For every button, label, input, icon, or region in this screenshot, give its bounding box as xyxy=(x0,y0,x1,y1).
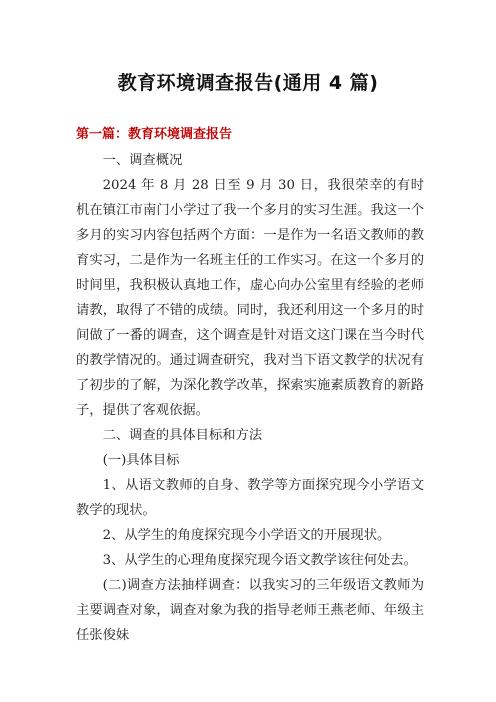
paragraph-survey-overview-heading: 一、调查概况 xyxy=(102,153,183,168)
paragraph-survey-method: (二)调查方法抽样调查：以我实习的三年级语文教师为主要调查对象，调查对象为我的指导老师王燕老师、年级主任张俊妹 xyxy=(76,578,424,643)
paragraph-goal-1: 1、从语文教师的自身、教学等方面探究现今小学语文教学的现状。 xyxy=(76,478,424,518)
paragraph-goals-methods-heading: 二、调查的具体目标和方法 xyxy=(102,428,263,443)
section-heading: 第一篇：教育环境调查报告 xyxy=(76,127,233,142)
paragraph-specific-goals-heading: (一)具体目标 xyxy=(102,453,180,468)
paragraph-survey-overview: 2024 年 8 月 28 日至 9 月 30 日，我很荣幸的有时机在镇江市南门小学过了我一个多月的实习生涯。我这一个多月的实习内容包括两个方面：一是作为一名语文教师的教育实习，二是作为一名班主任的工作实习。在这一个多月的时间里，我积极认真地工作，虚心向办公室里有经验的老师请教，取得了不错的成绩。同时，我还利用这一个多月的时间做了一番的调查，这个调查是针对语文这门课在当今时代的教学情况的。通过调查研究，我对当下语文教学的状况有了初步的了解，为深化教学改革，探索实施素质教育的新路子，提供了客观依据。 xyxy=(76,178,424,418)
paragraph-goal-2: 2、从学生的角度探究现今小学语文的开展现状。 xyxy=(102,528,391,543)
paragraph-goal-3: 3、从学生的心理角度探究现今语文教学该往何处去。 xyxy=(102,553,417,568)
document-body xyxy=(76,122,424,648)
document-title: 教育环境调查报告(通用 4 篇) xyxy=(117,72,379,94)
